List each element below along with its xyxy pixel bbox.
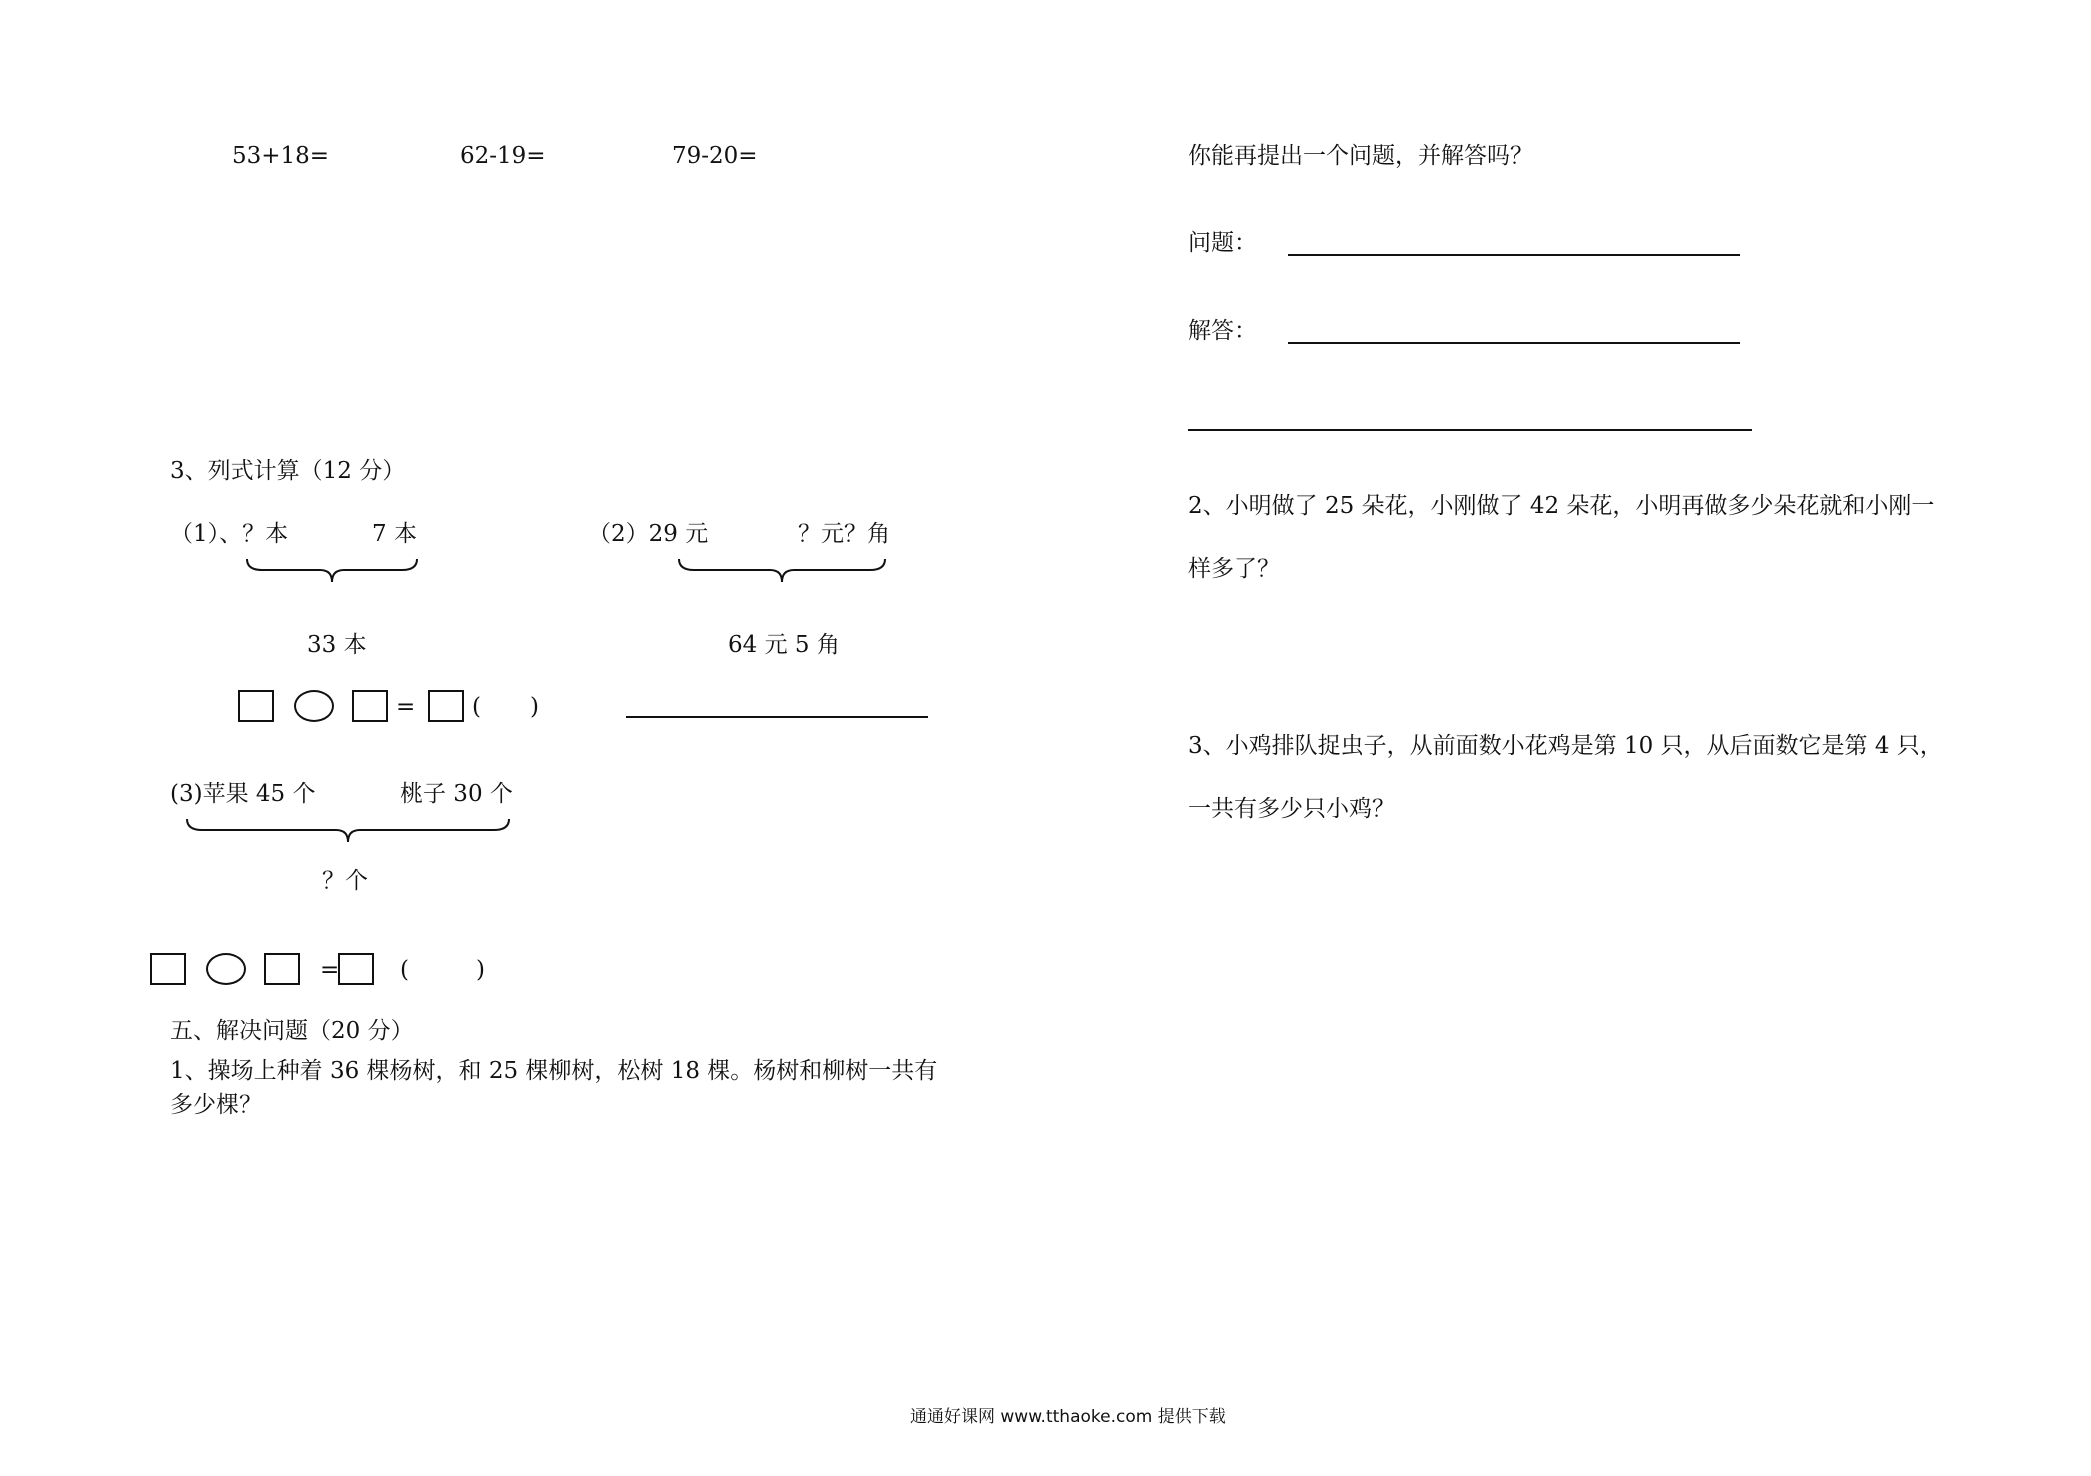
question-label: 问题： — [1188, 230, 1257, 256]
section5-title: 五、解决问题（20 分） — [170, 1018, 414, 1044]
question-answer-line[interactable] — [1288, 254, 1740, 256]
p3-right-label: 桃子 30 个 — [400, 781, 513, 807]
p1-answer-box-1[interactable] — [238, 690, 274, 722]
p3-answer-box-1[interactable] — [150, 953, 186, 985]
p1-answer-box-3[interactable] — [428, 690, 464, 722]
p3-brace-icon — [186, 818, 510, 844]
p2-total-label: 64 元 5 角 — [728, 632, 840, 658]
answer-line-1[interactable] — [1288, 342, 1740, 344]
q3-line1: 3、小鸡排队捉虫子，从前面数小花鸡是第 10 只，从后面数它是第 4 只， — [1188, 733, 1943, 759]
q3-line2: 一共有多少只小鸡？ — [1188, 796, 1395, 822]
follow-up-prompt: 你能再提出一个问题，并解答吗？ — [1188, 143, 1533, 169]
section3-title: 3、列式计算（12 分） — [170, 458, 406, 484]
p3-total-label: ？个 — [322, 868, 368, 894]
p1-left-label: （1）、？本 — [170, 521, 289, 547]
q2-line2: 样多了？ — [1188, 556, 1280, 582]
p1-equals-sign: = — [396, 694, 416, 720]
p1-brace-icon — [246, 558, 418, 584]
p3-answer-box-3[interactable] — [338, 953, 374, 985]
q2-line1: 2、小明做了 25 朵花，小刚做了 42 朵花，小明再做多少朵花就和小刚一 — [1188, 493, 1935, 519]
p3-equals-sign: = — [320, 957, 340, 983]
calc-item-2: 62-19= — [460, 143, 546, 169]
p3-unit-paren-close: ) — [476, 957, 485, 983]
answer-line-2[interactable] — [1188, 429, 1752, 431]
p1-operator-circle[interactable] — [294, 690, 334, 722]
p3-answer-box-2[interactable] — [264, 953, 300, 985]
page-footer: 通通好课网 www.tthaoke.com 提供下载 — [910, 1407, 1226, 1427]
p2-right-label: ？元？角 — [798, 521, 890, 547]
p3-unit-paren-open: ( — [400, 957, 409, 983]
section5-q1-line2: 多少棵？ — [170, 1092, 262, 1118]
p1-unit-paren-open: ( — [472, 694, 481, 720]
answer-label: 解答： — [1188, 318, 1257, 344]
p1-unit-paren-close: ) — [530, 694, 539, 720]
p2-brace-icon — [678, 558, 886, 584]
p1-total-label: 33 本 — [307, 632, 367, 658]
p1-answer-box-2[interactable] — [352, 690, 388, 722]
p3-left-label: (3)苹果 45 个 — [170, 781, 316, 807]
calc-item-1: 53+18= — [232, 143, 330, 169]
p1-right-label: 7 本 — [372, 521, 417, 547]
p3-operator-circle[interactable] — [206, 953, 246, 985]
section5-q1-line1: 1、操场上种着 36 棵杨树，和 25 棵柳树，松树 18 棵。杨树和柳树一共有 — [170, 1058, 938, 1084]
calc-item-3: 79-20= — [672, 143, 758, 169]
p2-answer-line[interactable] — [626, 716, 928, 718]
p2-left-label: （2）29 元 — [588, 521, 709, 547]
